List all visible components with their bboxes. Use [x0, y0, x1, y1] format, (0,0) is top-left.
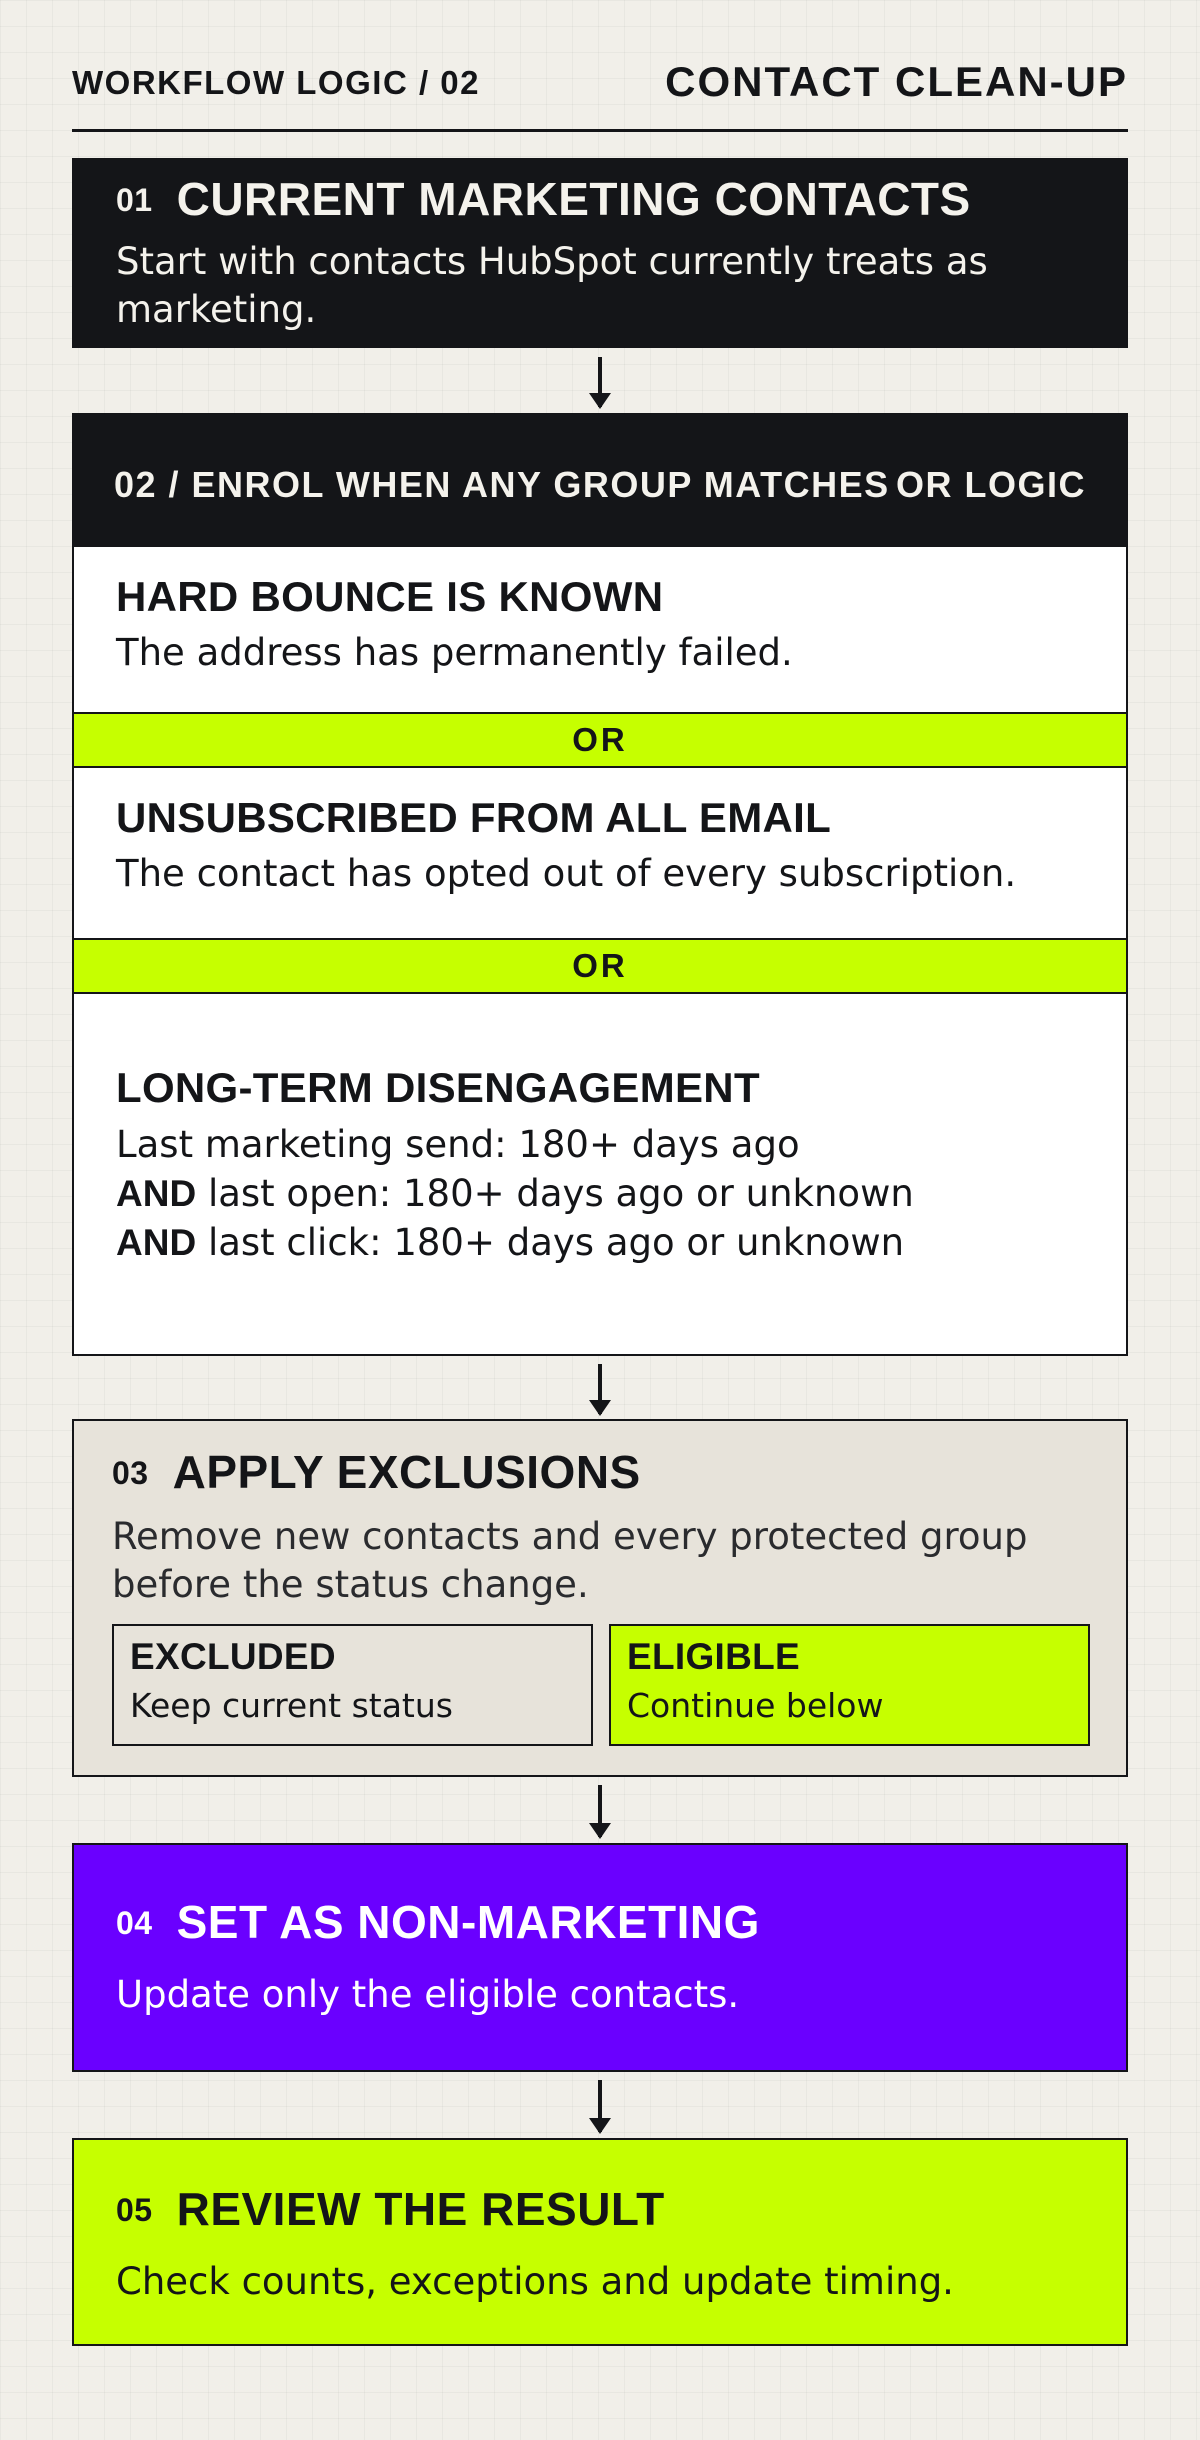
excluded-outcome	[112, 1624, 593, 1746]
condition-unsubscribed	[74, 768, 1126, 938]
criteria-line	[116, 1169, 1084, 1218]
flow-arrow	[598, 2080, 602, 2132]
page-title: CONTACT CLEAN-UP	[665, 58, 1128, 105]
condition-title: HARD BOUNCE IS KNOWN	[116, 573, 664, 620]
step-description: Remove new contacts and every protected group before the status change.	[112, 1515, 1028, 1606]
outcome-label: ELIGIBLE	[627, 1636, 801, 1677]
step-description: Start with contacts HubSpot currently treats as marketing.	[116, 240, 988, 331]
condition-title: LONG-TERM DISENGAGEMENT	[116, 1064, 760, 1111]
step-title: APPLY EXCLUSIONS	[172, 1446, 641, 1498]
step-set-non-marketing	[72, 1843, 1128, 2072]
condition-description: The contact has opted out of every subscription.	[116, 852, 1017, 895]
step-description: Update only the eligible contacts.	[116, 1973, 740, 2016]
flow-arrow	[598, 357, 602, 407]
condition-disengagement	[74, 994, 1126, 1267]
flow-arrow	[598, 1364, 602, 1414]
criteria-line: Last marketing send: 180+ days ago	[116, 1123, 800, 1166]
condition-hard-bounce	[74, 547, 1126, 712]
criteria-text: last open: 180+ days ago or unknown	[207, 1172, 914, 1215]
outcome-label: EXCLUDED	[130, 1636, 336, 1677]
step-title: CURRENT MARKETING CONTACTS	[176, 173, 971, 225]
condition-title: UNSUBSCRIBED FROM ALL EMAIL	[116, 794, 832, 841]
step-enrol-groups	[72, 413, 1128, 1356]
step-number: 03	[112, 1455, 149, 1491]
flow-arrow	[598, 1785, 602, 1837]
step-description: Check counts, exceptions and update timing.	[116, 2260, 954, 2303]
logic-badge: OR LOGIC	[896, 464, 1086, 505]
step-number: 04	[116, 1905, 153, 1941]
outcome-description: Continue below	[627, 1686, 884, 1725]
step-apply-exclusions	[72, 1419, 1128, 1777]
outcome-description: Keep current status	[130, 1686, 453, 1725]
step-title: REVIEW THE RESULT	[176, 2183, 665, 2235]
step-title: SET AS NON-MARKETING	[176, 1896, 760, 1948]
or-divider: OR	[74, 712, 1126, 768]
or-divider: OR	[74, 938, 1126, 994]
eligible-outcome	[609, 1624, 1090, 1746]
step-number: 05	[116, 2192, 153, 2228]
criteria-line	[116, 1218, 1084, 1267]
enrol-header-label: 02 / ENROL WHEN ANY GROUP MATCHES	[114, 464, 890, 505]
and-operator: AND	[116, 1173, 197, 1214]
page-header	[72, 58, 1128, 132]
step-current-marketing-contacts	[72, 158, 1128, 348]
criteria-text: last click: 180+ days ago or unknown	[207, 1221, 905, 1264]
enrol-header-bar	[74, 415, 1126, 547]
and-operator: AND	[116, 1222, 197, 1263]
step-number: 01	[116, 182, 153, 218]
workflow-eyebrow: WORKFLOW LOGIC / 02	[72, 64, 480, 101]
step-review-result	[72, 2138, 1128, 2346]
condition-description: The address has permanently failed.	[116, 631, 793, 674]
